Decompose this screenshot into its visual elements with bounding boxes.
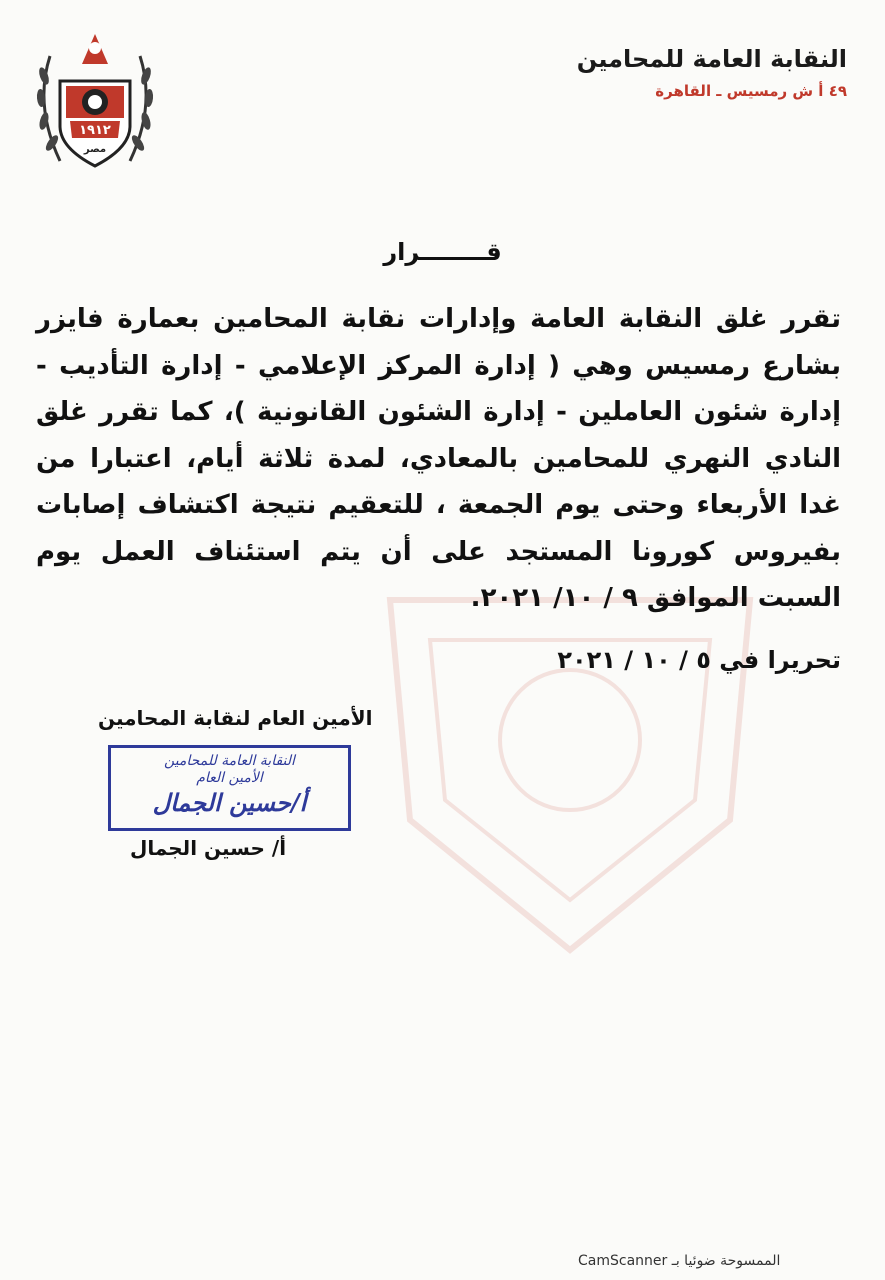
logo-country: مصر: [83, 144, 107, 155]
decision-paragraph: تقرر غلق النقابة العامة وإدارات نقابة المحامين بعمارة فايزر بشارع رمسيس وهي ( إدارة المركز الإعلامي - إدارة التأديب - إدارة شئون العاملين - إدارة الشئون القانونية )، كما تقرر غلق النادي النهري للمحامين بالمعادي، لمدة ثلاثة أيام، اعتبارا من غدا الأربعاء وحتى يوم الجمعة ، للتعقيم نتيجة اكتشاف إصابات بفيروس كورونا المستجد على أن يتم استئناف العمل يوم السبت الموافق ٩ / ١٠/ ٢٠٢١.: [36, 304, 841, 613]
stamp-role: الأمين العام: [196, 770, 263, 786]
signer-title: الأمين العام لنقابة المحامين: [98, 706, 373, 730]
official-stamp: [108, 745, 351, 831]
scanner-footer: الممسوحة ضوئيا بـ CamScanner: [578, 1253, 781, 1269]
issue-date: تحريرا في ٥ / ١٠ / ٢٠٢١: [557, 646, 841, 674]
stamp-name: أ/حسين الجمال: [152, 788, 307, 817]
syndicate-logo: [30, 26, 160, 186]
logo-watermark-icon: [330, 580, 810, 960]
syndicate-emblem-icon: [30, 26, 160, 186]
org-address: ٤٩ أ ش رمسيس ـ القاهرة: [655, 82, 847, 100]
org-name: النقابة العامة للمحامين: [576, 45, 847, 73]
decision-title: قــــــــرار: [383, 238, 502, 266]
letterhead-org: [577, 44, 847, 102]
signer-name: أ/ حسين الجمال: [130, 836, 287, 860]
logo-year: ١٩١٢: [79, 123, 111, 138]
stamp-org: النقابة العامة للمحامين: [164, 753, 295, 769]
